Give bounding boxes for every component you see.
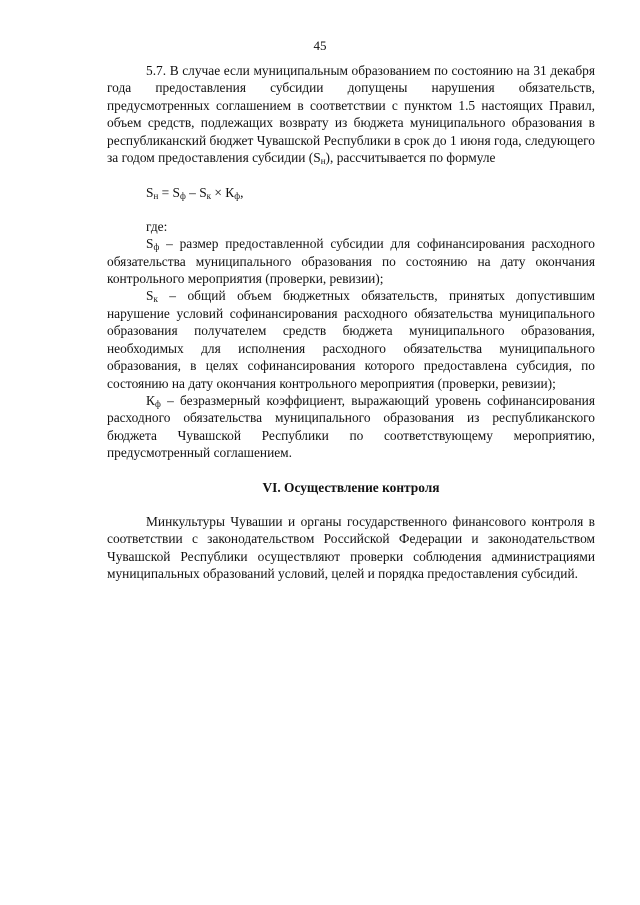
section-heading: VI. Осуществление контроля [262, 479, 440, 495]
formula-sub-n: н [153, 191, 159, 202]
paragraph-5-7 [107, 62, 595, 166]
definition-sf-symbol: S [146, 236, 154, 252]
formula-eq: = S [158, 185, 180, 201]
formula-minus: – S [185, 185, 207, 201]
definition-kf [107, 392, 595, 462]
formula-s: S [146, 185, 154, 201]
definition-sk-text: – общий объем бюджетных обязательств, принятых допустившим нарушение условий софинансирования расходного обязательства муниципального образования получателем средств бюджета муниципального образования, необходимых для исполнения расходного обязательства муниципального образования, в целях софинансирования которого предоставлена субсидия, по состоянию на дату окончания контрольного мероприятия (проверки, ревизии); [107, 288, 595, 391]
definition-kf-sub: ф [154, 398, 161, 409]
definition-sk-symbol: S [146, 288, 154, 304]
paragraph-5-7-text: 5.7. В случае если муниципальным образованием по состоянию на 31 декабря года предоставления субсидии допущены нарушения обязательств, предусмотренных соглашением в соответствии с пунктом 1.5 настоящих Правил, объем средств, подлежащих возврату из бюджета муниципального образования в республиканский бюджет Чувашской Республики в срок до 1 июня года, следующего за годом предоставления субсидии (S [107, 63, 595, 166]
definition-kf-symbol: К [146, 392, 155, 408]
definition-sf-text: – размер предоставленной субсидии для софинансирования расходного обязательства муниципального образования по состоянию на дату окончания контрольного мероприятия (проверки, ревизии); [107, 236, 595, 287]
subscript-n: н [320, 156, 326, 167]
formula-sub-kf: ф [234, 191, 241, 202]
formula-sub-f: ф [179, 191, 186, 202]
definition-sf [107, 235, 595, 287]
definition-kf-text: – безразмерный коэффициент, выражающий уровень софинансирования расходного обязательства муниципального образования из республиканского бюджета Чувашской Республики по соответствующему мероприятию, предусмотренный соглашением. [107, 392, 595, 461]
formula-times: × К [211, 185, 235, 201]
definition-sk-sub: к [153, 294, 158, 305]
control-paragraph: Минкультуры Чувашии и органы государственного финансового контроля в соответствии с законодательством Российской Федерации и законодательством Чувашской Республики осуществляют проверки соблюдения администрациями муниципальных образований условий, целей и порядка предоставления субсидий. [107, 513, 595, 582]
paragraph-5-7-tail: ), рассчитывается по формуле [325, 150, 496, 166]
where-label: где: [146, 218, 168, 234]
definition-sf-sub: ф [153, 242, 160, 253]
formula-sub-k: к [206, 191, 212, 202]
document-body [107, 62, 595, 583]
definition-sk [107, 287, 595, 391]
formula [107, 184, 595, 201]
page-number: 45 [313, 38, 327, 53]
formula-end: , [240, 185, 244, 201]
